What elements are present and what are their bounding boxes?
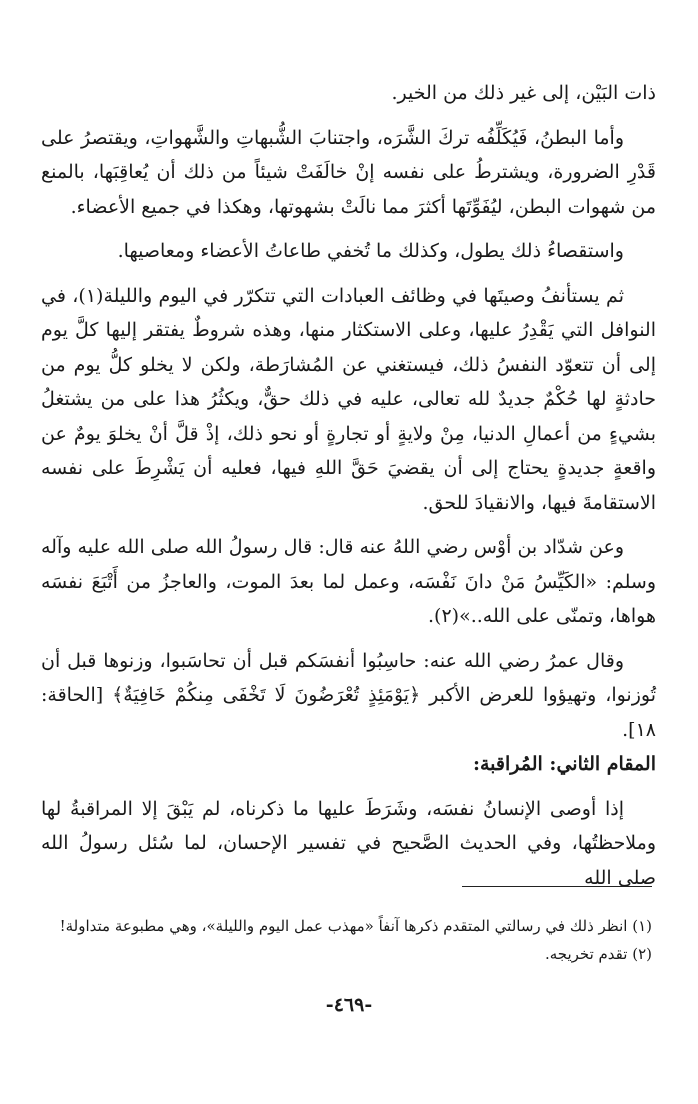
footnote-1: (١) انظر ذلك في رسالتي المتقدم ذكرها آنفاً «مهذب عمل اليوم والليلة»، وهي مطبوعة متداولة! <box>59 917 652 935</box>
footnote-2: (٢) تقدم تخريجه. <box>544 945 652 963</box>
paragraph-6: وقال عمرُ رضي الله عنه: حاسِبُوا أنفسَكم قبل أن تحاسَبوا، وزنوها قبل أن تُوزنوا، وتهيؤوا للعرض الأكبر ﴿يَوْمَئِذٍ تُعْرَضُونَ لَا تَخْفَى مِنكُمْ خَافِيَةٌ﴾ [الحاقة: ١٨]. <box>41 649 656 741</box>
main-text <box>41 76 656 895</box>
paragraph-8: إذا أوصى الإنسانُ نفسَه، وشَرَطَ عليها ما ذكرناه، لم يَبْقَ إلا المراقبةُ لها وملاحظتُها، وفي الحديث الصَّحيح في تفسير الإحسان، لما سُئل رسولُ الله صلى الله <box>41 797 656 889</box>
section-heading: المقام الثاني: المُراقبة: <box>472 753 656 775</box>
paragraph-3: واستقصاءُ ذلك يطول، وكذلك ما تُخفي طاعاتُ الأعضاء ومعاصيها. <box>117 240 624 262</box>
page-number: -٤٦٩- <box>325 994 373 1016</box>
paragraph-1: ذات البَيْن، إلى غير ذلك من الخير. <box>391 82 656 104</box>
paragraph-4: ثم يستأنفُ وصيتَها في وظائف العبادات التي تتكرّر في اليوم والليلة(١)، في النوافل التي يَقْدِرُ عليها، وعلى الاستكثار منها، وهذه شروطٌ يفتقر إليها كلَّ يوم إلى أن تتعوّد النفسُ ذلك، فيستغني عن المُشارَطة، ولكن لا يخلو كلُّ يوم من حادثةٍ لها حُكْمٌ جديدٌ لله تعالى، عليه في ذلك حقٌّ، ويكثُرُ هذا على من يشتغلُ بشيءٍ من أعمالِ الدنيا، مِنْ ولايةٍ أو تجارةٍ أو نحو ذلك، إذْ قلَّ أنْ يخلوَ يومٌ عن واقعةٍ جديدةٍ يحتاج إلى أن يقضيَ حَقَّ اللهِ فيها، فعليه أن يَشْرِطَ على نفسه الاستقامةَ فيها، والانقيادَ للحق. <box>41 284 656 514</box>
paragraph-5: وعن شدّاد بن أوْس رضي اللهُ عنه قال: قال رسولُ الله صلى الله عليه وآله وسلم: «الكَيِّسُ مَنْ دانَ نَفْسَه، وعمل لما بعدَ الموت، والعاجزُ من أَتْبَعَ نفسَه هواها، وتمنّى على الله..»(٢). <box>41 536 656 627</box>
footnote-divider <box>462 886 652 887</box>
footnotes <box>40 912 652 968</box>
paragraph-2: وأما البطنُ، فَيُكَلِّفُه تركَ الشَّرَه، واجتنابَ الشُّبهاتِ والشَّهواتِ، ويقتصرُ على قَدْرِ الضرورة، ويشترطُ على نفسه إنْ خالَفَتْ شيئاً من ذلك أن يُعاقِبَها، بالمنع من شهوات البطن، ليُفَوِّتَها أكثرَ مما نالَتْ بشهوتها، وهكذا في جميع الأعضاء. <box>41 126 656 218</box>
